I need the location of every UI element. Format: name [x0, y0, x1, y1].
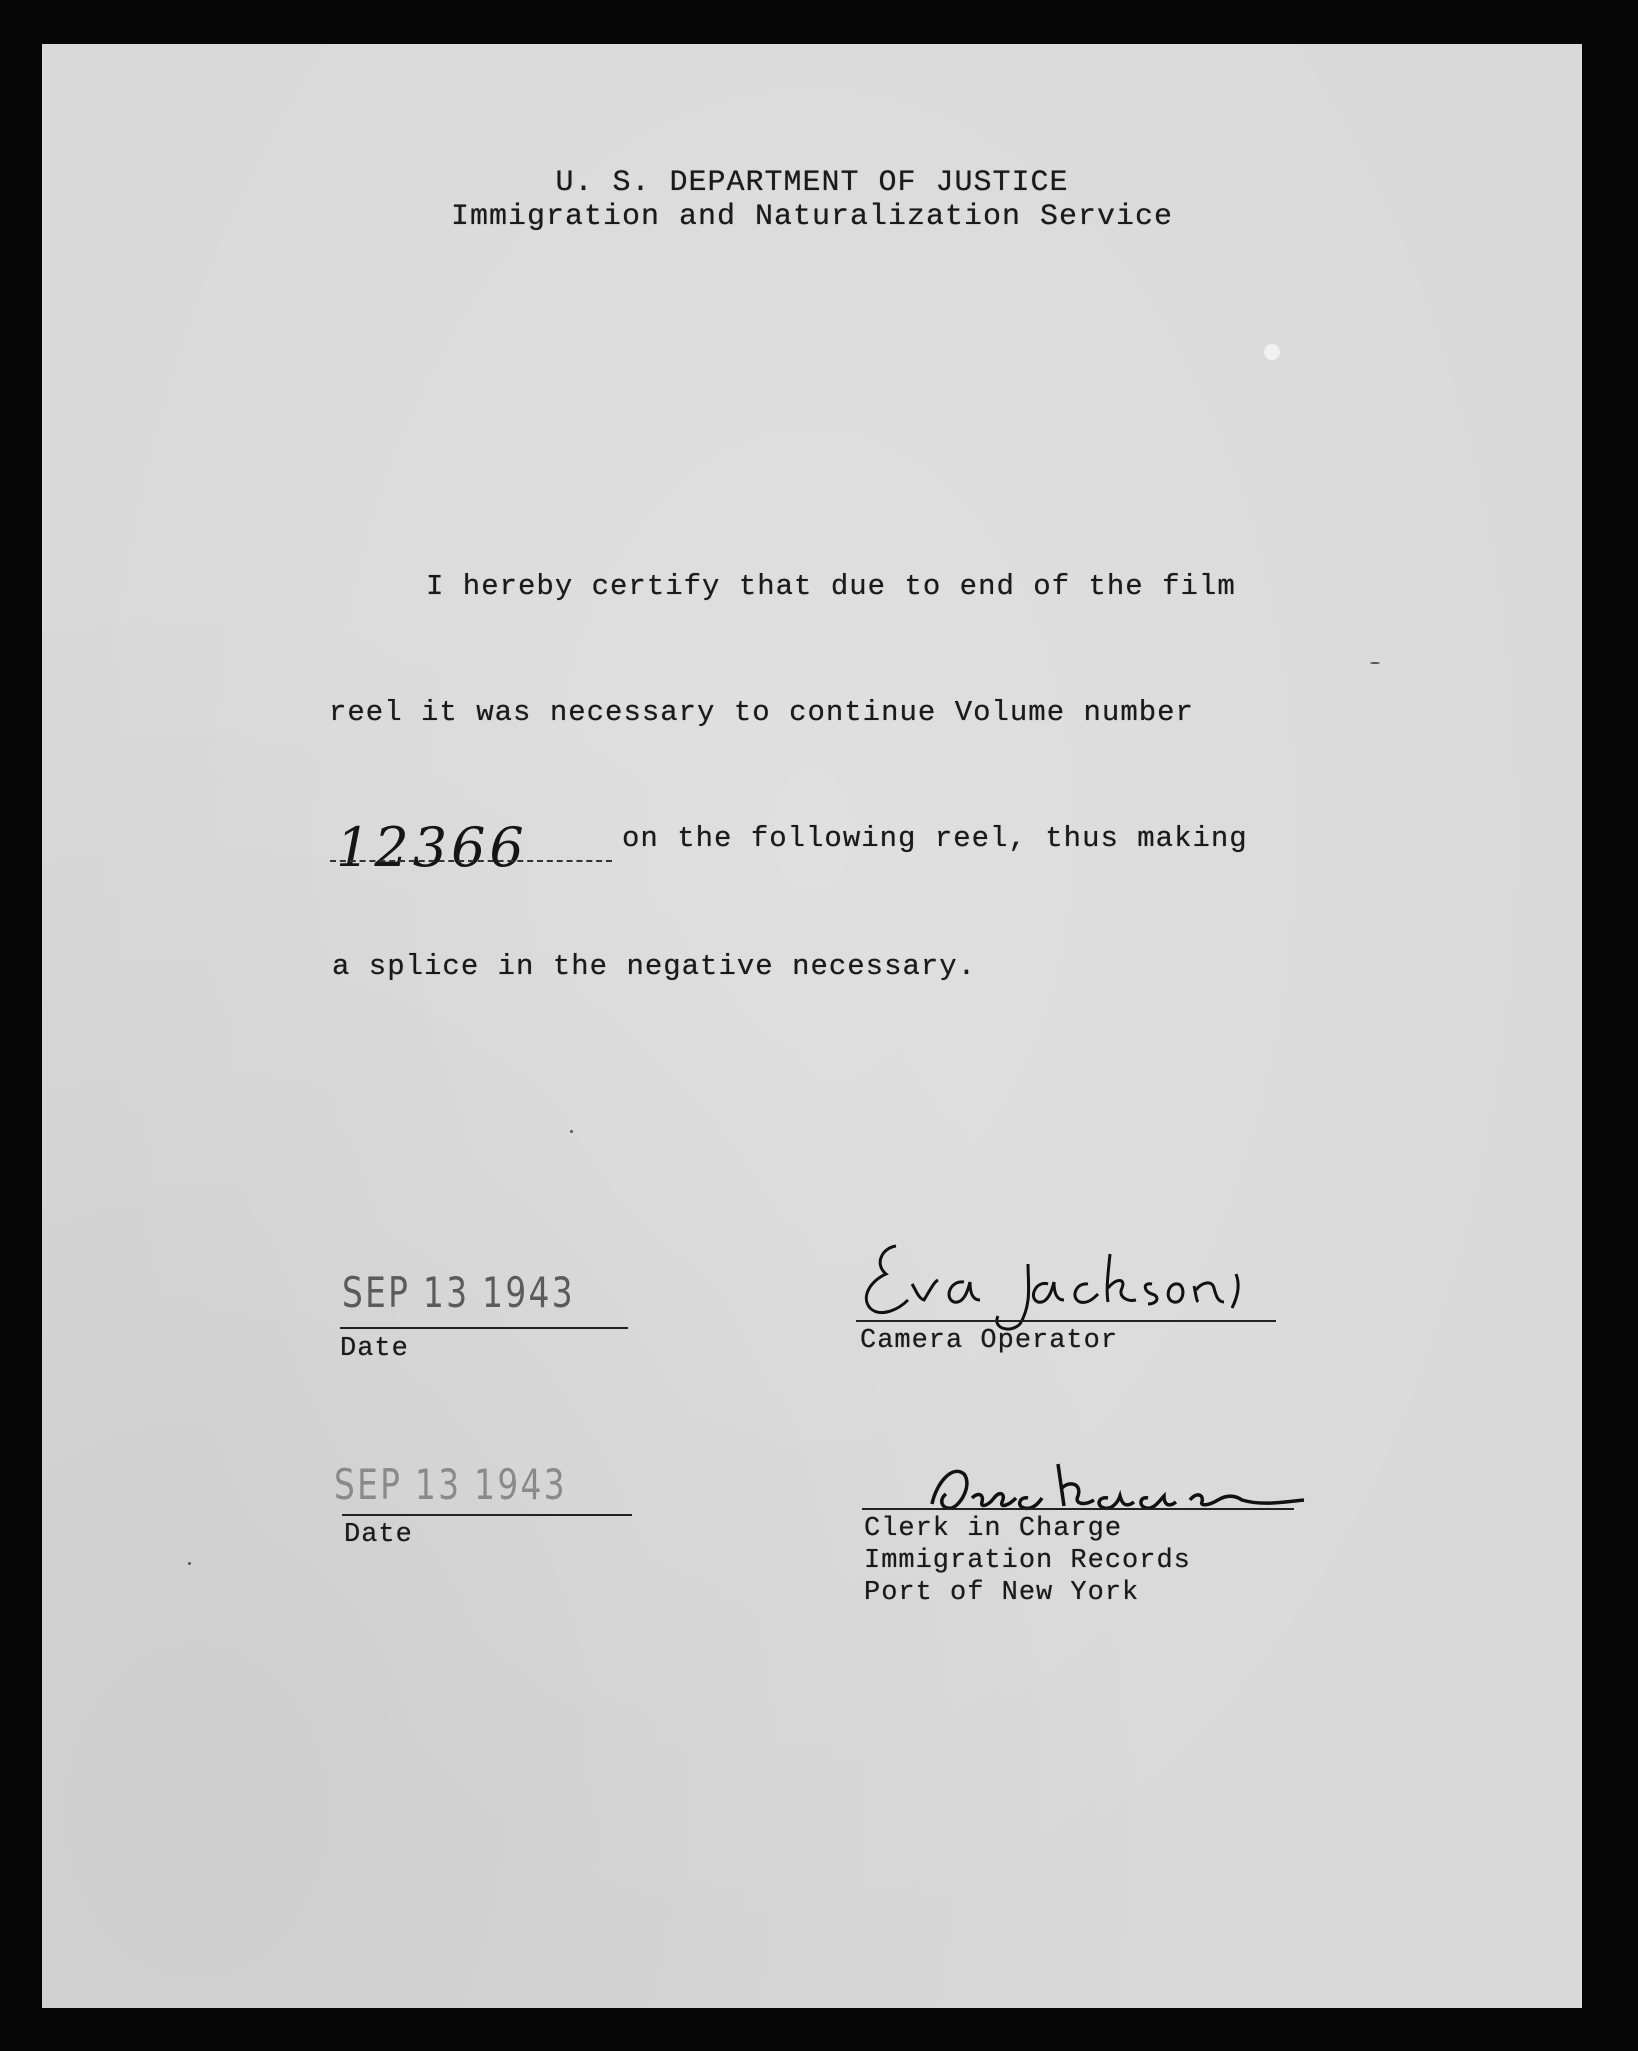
clerk-in-charge-signature [912, 1444, 1312, 1524]
camera-operator-signature [852, 1224, 1292, 1334]
date-label-1: Date [340, 1334, 409, 1364]
ink-dot [188, 1562, 191, 1565]
date-stamp-2: SEP 13 1943 [334, 1460, 567, 1509]
immigration-records-label: Immigration Records [864, 1546, 1191, 1576]
camera-operator-signature-line [856, 1320, 1276, 1322]
handwritten-volume-number [332, 814, 582, 884]
document-page [42, 44, 1582, 2008]
ink-dot [1370, 662, 1380, 664]
svg-text:12366: 12366 [336, 816, 528, 879]
clerk-in-charge-label: Clerk in Charge [864, 1514, 1123, 1544]
service-subheading: Immigration and Naturalization Service [450, 200, 1174, 234]
certification-line-4: a splice in the negative necessary. [332, 950, 977, 983]
paper-speck [1264, 344, 1280, 360]
port-of-new-york-label: Port of New York [864, 1578, 1140, 1608]
volume-number-blank [330, 860, 612, 862]
ink-dot [570, 1130, 573, 1133]
clerk-signature-line [862, 1508, 1294, 1510]
date-signature-line-1 [340, 1327, 628, 1329]
certification-line-1: I hereby certify that due to end of the film [426, 570, 1236, 603]
date-label-2: Date [344, 1520, 413, 1550]
agency-heading: U. S. DEPARTMENT OF JUSTICE [555, 166, 1069, 200]
date-stamp-1: SEP 13 1943 [342, 1268, 575, 1317]
certification-line-3: on the following reel, thus making [622, 822, 1248, 855]
certification-line-2: reel it was necessary to continue Volume number [329, 696, 1194, 729]
camera-operator-label: Camera Operator [860, 1326, 1119, 1356]
date-signature-line-2 [342, 1514, 632, 1516]
